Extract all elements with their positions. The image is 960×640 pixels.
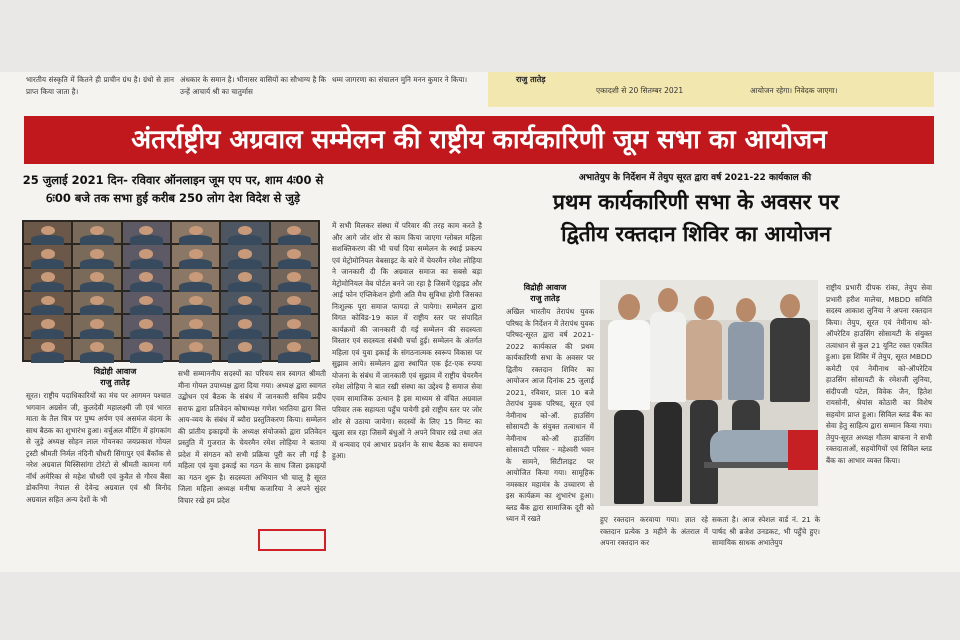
participant-tile <box>271 269 318 290</box>
person-figure <box>684 296 724 504</box>
left-article-col-b: सभी सम्माननीय सदस्यों का परिचय सत्र स्वागत श्रीमती मीना गोयल उपाध्यक्ष द्वारा दिया गया। अध्यक्ष द्वारा स्वागत उद्बोधन एवं बैठक के संबंध में जानकारी सचिव प्रदीप सराफ द्वारा प्रतिवेदन कोषाध्यक्ष गणेश भरतिया द्वारा वित्त आय-व्यय के संबंध में ब्यौरा प्रस्तुतिकरण किया। सम्मेलन की प्रांतीय इकाइयों के अध्यक्ष संयोजको द्वारा प्रतिवेदन प्रस्तुति में गुजरात के चेयरमैन रमेश लोहिया ने बताया प्रदेश में संगठन को सभी प्रक्रिया पूरी कर ली गई है महिला एवं युवा इकाई का गठन के साथ जिला इकाइयों का गठन शुरू है। सदस्यता अभियान भी चालू है सूरत जिला महिला अध्यक्ष मनीषा कजारिया ने अपने सुंदर विचार रखे हम प्रदेश <box>178 369 326 505</box>
participant-tile <box>24 269 71 290</box>
person-figure <box>768 294 812 504</box>
participant-tile <box>24 315 71 336</box>
participant-tile <box>221 245 268 266</box>
left-subhead-line-2: 6ः00 बजे तक सभा हुई करीब 250 लोग देश विदेश से जुड़े <box>45 191 301 205</box>
participant-tile <box>221 269 268 290</box>
right-headline-line-2: द्वितीय रक्तदान शिविर का आयोजन <box>561 222 831 246</box>
participant-tile <box>172 269 219 290</box>
top-strip <box>0 72 960 110</box>
participant-tile <box>172 245 219 266</box>
yellow-box-line-1: एकादशी से 20 सितम्बर 2021 <box>596 86 684 95</box>
participant-tile <box>172 315 219 336</box>
participant-tile <box>123 339 170 360</box>
top-strip-col-1: भारतीय संस्कृति में कितने ही प्राचीन ग्रंथ है। ग्रंथो से ज्ञान प्राप्त किया जाता है। <box>26 75 174 96</box>
left-article-col-c: में सभी मिलकर संस्था में परिवार की तरह काम करते है और आगे जोर शोर से काम किया जाएगा ग्लोबल महिला सशक्तिकरण की भी चर्चा दिया सम्मेलन के स्थाई प्रकल्प एवं मेट्रोमोनियल वेबसाइट के बारे में चेयरमैन रमेश लोहिया ने जानकारी दी कि अग्रवाल समाज का सबसे बड़ा मेट्रोमोनियल वेब पोर्टल बनने जा रहा है जिसमें एंड्राइड और आई फोन एप्लिकेशन होगी अति मैच सुविधा होगी जिसका निःशुल्क पूरा समाज फायदा ले पायेगा। सम्मेलन द्वारा विगत कोविड-19 काल में राष्ट्रीय स्तर पर संपादित कार्यक्रमों की जानकारी दी गई सम्मेलन की सदस्यता विस्तार एवं सदस्यता संबंधी चर्चा हुई। सम्मेलन के अंतर्गत महिला एवं युवा इकाई के संगठनात्मक स्वरूप विकास पर सुझाव आये। सम्मेलन द्वारा स्थापित एक ईट-एक रुपया योजना के संबंध में जानकारी एवं सुझाव में राष्ट्रीय चेयरमैन रमेश लोहिया ने बात रखी संस्था का उद्देश्य है समाज सेवा एवम सामाजिक उत्थान है इस माध्यम से वंचित अग्रवाल परिवार तक सहायता पहुँच पायेगी इसे राष्ट्रीय स्तर पर जोर शोर से उठाया जायेगा। सदस्यों के लिए 15 मिनट का खुला सत्र रहा जिसमें बंधुओं ने अपने विचार रखे तथा अंत में धन्यवाद एवं आभार प्रदर्शन के साथ बैठक का समापन हुआ। <box>332 221 482 460</box>
person-figure <box>606 294 652 504</box>
participant-tile <box>271 292 318 313</box>
participant-tile <box>221 315 268 336</box>
participant-tile <box>73 292 120 313</box>
participant-tile <box>172 339 219 360</box>
person-figure <box>726 298 766 504</box>
participant-tile <box>271 245 318 266</box>
left-subhead-line-1: 25 जुलाई 2021 दिन- रविवार ऑनलाइन जूम एप पर, शाम 4ः00 से <box>22 173 324 187</box>
participant-tile <box>73 269 120 290</box>
newspaper-page <box>0 72 960 572</box>
participant-tile <box>73 339 120 360</box>
participant-tile <box>73 245 120 266</box>
participant-tile <box>123 269 170 290</box>
participant-tile <box>221 339 268 360</box>
participant-tile <box>73 222 120 243</box>
bed-chair <box>788 430 818 470</box>
participant-tile <box>123 222 170 243</box>
top-strip-col-3: धम्म जागरणा का संचालन मुनि मनन कुमार ने किया। <box>332 75 468 84</box>
banner-headline <box>24 116 934 164</box>
blood-donation-photo <box>600 280 818 506</box>
participant-tile <box>24 222 71 243</box>
participant-tile <box>271 339 318 360</box>
highlight-box <box>258 529 326 551</box>
right-byline-name: राजु तातेड़ <box>530 294 560 303</box>
yellow-box-line-2: आयोजन रहेगा। निवेदक जाएगा। <box>750 86 838 95</box>
participant-tile <box>24 339 71 360</box>
banner-title: अंतर्राष्ट्रीय अग्रवाल सम्मेलन की राष्ट्रीय कार्यकारिणी जूम सभा का आयोजन <box>131 125 827 155</box>
left-byline-name: राजु तातेड़ <box>100 378 130 387</box>
participant-tile <box>24 292 71 313</box>
right-article-col-c: सकता है। आज स्पेशल वार्ड नं. 21 के पार्षद श्री ब्रजेश उनडकट, भी पहुँचे हुए। सामायिक साधक अभातेयुप <box>712 515 820 547</box>
zoom-meeting-photo <box>22 220 320 362</box>
participant-tile <box>123 292 170 313</box>
right-article-col-b: हुए रक्तदान करवाया गया। ज्ञात रहे रक्तदान प्रत्येक 3 महीने के अंतराल में अपना रक्तदान कर <box>600 515 708 547</box>
participant-tile <box>172 292 219 313</box>
participant-tile <box>24 245 71 266</box>
left-article-col-a: सूरत। राष्ट्रीय पदाधिकारियों का मंच पर आगमन पश्चात भगवान अग्रसेन जी, कुलदेवी महालक्ष्मी जी एवं भारत माता के तैल चित्र पर पुष्प अर्पण एवं असमंज वंदना के साथ बैठक का शुभारंभ हुआ। वर्चुअल मीटिंग में हांगकांग से जुड़े अध्यक्ष सोहन लाल गोयनका जयप्रकाश गोयल ट्रस्टी श्रीमती निर्मल नंदिनी चौधरी सिंगापुर एवं बैंकॉक से नरेश अग्रवाल मिस्सिसांगा टोरंटो से श्रीमती कामना गर्ग नॉर्थ अमेरिका से महेश चौधरी एवं कुवैत से गौरव बैंसा डोकनिया नेपाल से देवेन्द्र अग्रवाल एवं श्री विनोद अग्रवाल सहित अन्य देशों के भी <box>26 391 171 504</box>
participant-tile <box>123 315 170 336</box>
right-kicker: अभातेयुप के निर्देशन में तेयुप सूरत द्वारा वर्ष 2021-22 कार्यकाल की <box>578 173 812 183</box>
left-byline-paper: विद्रोही आवाज <box>93 367 137 376</box>
yellow-box <box>488 72 934 107</box>
right-article-col-a: अखिल भारतीय तेरापंथ युवक परिषद के निर्देशन में तेरापंथ युवक परिषद-सूरत द्वारा वर्ष 2021-2022 कार्यकाल की प्रथम कार्यकारिणी सभा के अवसर पर द्वितीय रक्तदान शिविर का आयोजन आज दिनांक 25 जुलाई 2021, रविवार, प्रातः 10 बजे तेरापंथ युवक परिषद, सूरत एवं नेमीनाथ को-ऑ. हाउसिंग सोसायटी के संयुक्त तत्वाधान में नेमीनाथ को-ऑ हाउसिंग सोसायटी परिसर - महेश्वरी भवन के सामने, सिटीलाइट पर आयोजित किया गया। सामूहिक नमस्कार महामंत्र के उच्चारण से इस कार्यक्रम का शुभारंभ हुआ। ब्लड बैंक द्वारा सामाजिक दूरी को ध्यान में रखते <box>506 307 594 523</box>
participant-tile <box>123 245 170 266</box>
top-strip-col-2: अंधकार के समान है। भीनासर वासियों का सौभाग्य है कि उन्हें आचार्य श्री का चातुर्मास <box>180 75 326 96</box>
participant-tile <box>271 222 318 243</box>
participant-tile <box>221 222 268 243</box>
participant-tile <box>73 315 120 336</box>
participant-tile <box>271 315 318 336</box>
participant-tile <box>172 222 219 243</box>
right-headline-line-1: प्रथम कार्यकारिणी सभा के अवसर पर <box>553 190 839 214</box>
right-byline-paper: विद्रोही आवाज <box>523 283 567 292</box>
right-article-col-d: राष्ट्रीय प्रभारी दीपक रांका, तेयुप सेवा प्रभारी हरीश मालेचा, MBDD समिति सदस्य आकाश लुनिया ने अपना रक्तदान किया। तेयुप, सूरत एवं नेमीनाथ को-ऑपरेटिव हाउसिंग सोसायटी के संयुक्त तत्वाधान से कुल 21 यूनिट रक्त एकत्रित हुआ। इस शिविर में तेयुप, सूरत MBDD कमेटी एवं नेमीनाथ को-ऑपरेटिव हाउसिंग सोसायटी के रमेशजी लुनिया, संदीपजी पटेल, विवेक जैन, हितेश रायसोनी, श्रेयांस कोठारी का विशेष सहयोग प्राप्त हुआ। सिविल ब्लड बैंक का सेवा हेतु साहित्य द्वारा सम्मान किया गया। तेयुप-सूरत अध्यक्ष गौतम बाफना ने सभी रक्तदाताओं, सहयोगियों एवं सिविल ब्लड बैंक का आभार व्यक्त किया। <box>826 283 932 465</box>
person-figure <box>648 288 688 504</box>
participant-tile <box>221 292 268 313</box>
yellow-box-byline: राजु तातेड़ <box>516 75 546 84</box>
